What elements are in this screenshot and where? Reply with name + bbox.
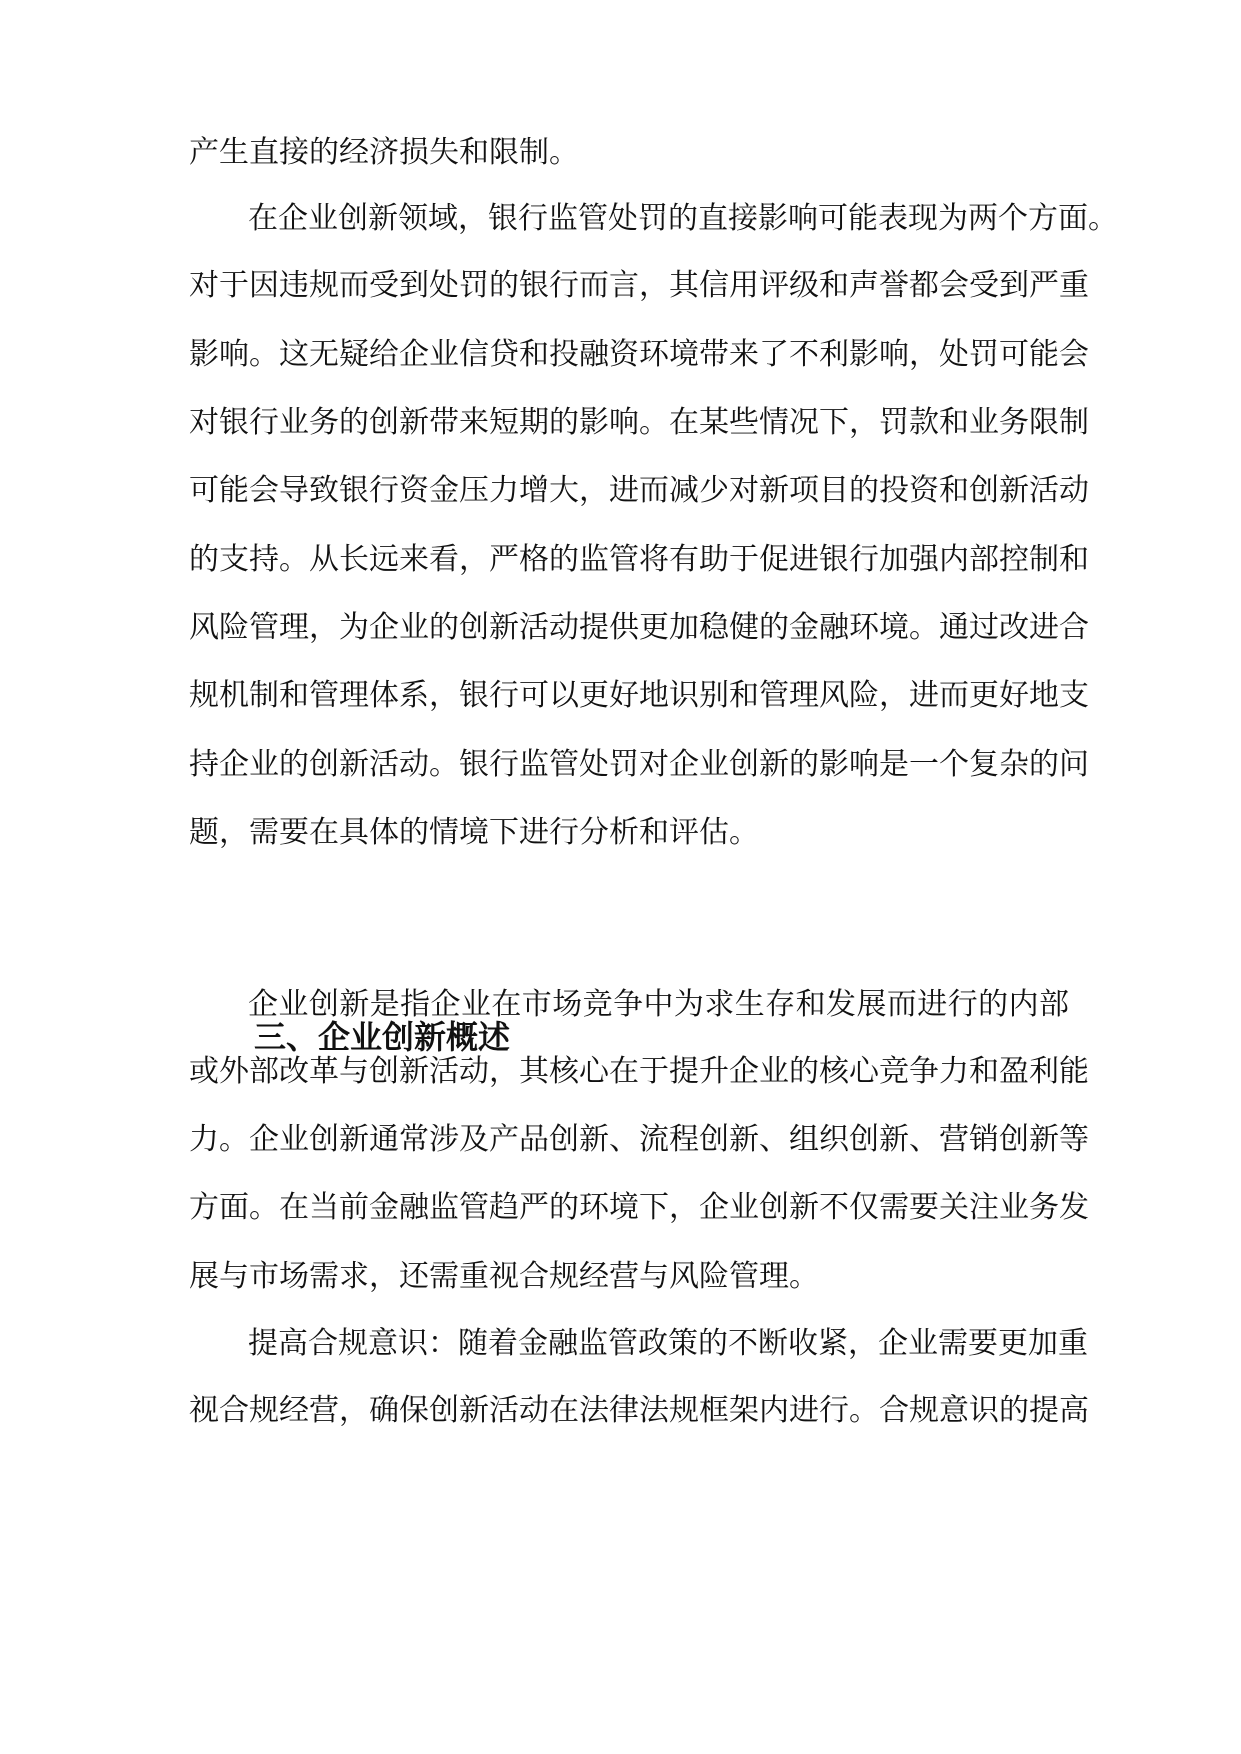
paragraph-line: 题，需要在具体的情境下进行分析和评估。	[189, 815, 759, 850]
paragraph-line: 提高合规意识：随着金融监管政策的不断收紧，企业需要更加重	[248, 1326, 1088, 1361]
paragraph-line: 或外部改革与创新活动，其核心在于提升企业的核心竞争力和盈利能	[189, 1054, 1089, 1089]
paragraph-line: 展与市场需求，还需重视合规经营与风险管理。	[189, 1259, 819, 1294]
paragraph-line: 视合规经营，确保创新活动在法律法规框架内进行。合规意识的提高	[189, 1393, 1089, 1428]
paragraph-line: 风险管理，为企业的创新活动提供更加稳健的金融环境。通过改进合	[189, 610, 1089, 645]
paragraph-line: 规机制和管理体系，银行可以更好地识别和管理风险，进而更好地支	[189, 678, 1089, 713]
paragraph-line: 对于因违规而受到处罚的银行而言，其信用评级和声誉都会受到严重	[189, 268, 1089, 303]
paragraph-line: 影响。这无疑给企业信贷和投融资环境带来了不利影响，处罚可能会	[189, 337, 1089, 372]
paragraph-line: 的支持。从长远来看，严格的监管将有助于促进银行加强内部控制和	[189, 542, 1089, 577]
paragraph-line: 方面。在当前金融监管趋严的环境下，企业创新不仅需要关注业务发	[189, 1190, 1089, 1225]
paragraph-line: 在企业创新领域，银行监管处罚的直接影响可能表现为两个方面。	[248, 201, 1118, 236]
paragraph-line: 对银行业务的创新带来短期的影响。在某些情况下，罚款和业务限制	[189, 405, 1089, 440]
paragraph-line: 企业创新是指企业在市场竞争中为求生存和发展而进行的内部	[248, 987, 1069, 1022]
paragraph-line: 产生直接的经济损失和限制。	[189, 135, 579, 170]
paragraph-line: 可能会导致银行资金压力增大，进而减少对新项目的投资和创新活动	[189, 473, 1089, 508]
section-heading: 三、企业创新概述	[254, 1018, 511, 1056]
paragraph-line: 持企业的创新活动。银行监管处罚对企业创新的影响是一个复杂的问	[189, 747, 1089, 782]
paragraph-line: 力。企业创新通常涉及产品创新、流程创新、组织创新、营销创新等	[189, 1122, 1089, 1157]
